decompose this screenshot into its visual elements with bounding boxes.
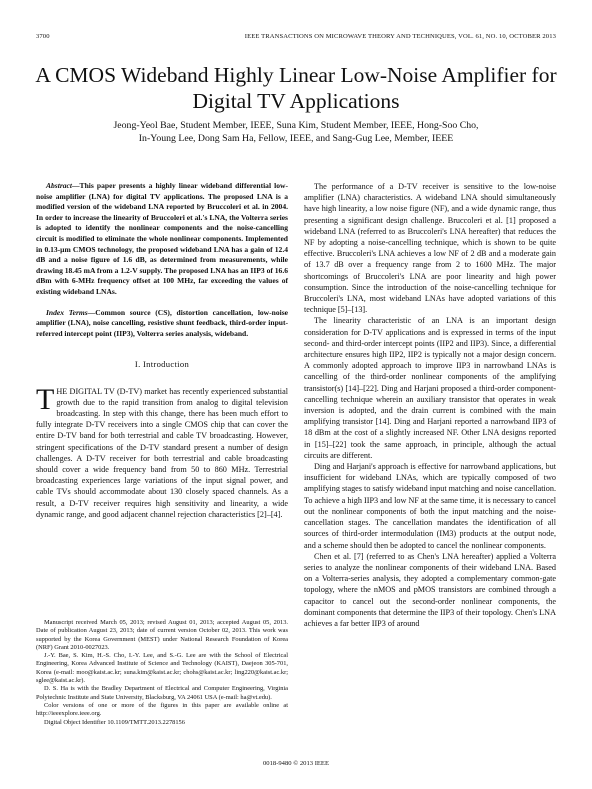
body-paragraph-4: Chen et al. [7] (referred to as Chen's LNA hereafter) applied a Volterra series to analyze the nonlinear components of their wideband LNA. Based on a Volterra-series analysis, they adopted a complementary common-gate topology, where the nMOS and pMOS transistors are combined through a capacitor to cancel out the second-order nonlinear components, the dominant components that determine the IIP3 of their topology. Chen's LNA achieves a far better IIP3 of around <box>304 551 556 628</box>
index-terms-label: Index Terms <box>46 307 88 317</box>
drop-cap: T <box>36 382 55 416</box>
author-line-1: Jeong-Yeol Bae, Student Member, IEEE, Suna Kim, Student Member, IEEE, Hong-Soo Cho, <box>113 120 479 131</box>
footnote-color-note: Color versions of one or more of the figures in this paper are available online at http://ieeexplore.ieee.org. <box>36 701 288 718</box>
abstract-text: This paper presents a highly linear wideband differential low-noise amplifier (LNA) for digital TV applications. The proposed LNA is a modified version of the wideband LNA reported by Bruccoleri et al. in 2004. In order to increase the linearity of Bruccoleri et al.'s LNA, the Volterra series is adopted to identify the nonlinear components and the noise-cancelling circuit is modified to eliminate the whole nonlinear components. Implemented in 0.13-μm CMOS technology, the proposed wideband LNA has a gain of 12.4 dB and a noise figure of 1.6 dB, as determined from measurements, while drawing 18.45 mA from a 1.2-V supply. The proposed LNA has an IIP3 of 16.6 dBm with 6-MHz frequency offset at 100 MHz, far exceeding the values of existing wideband LNAs. <box>36 181 288 296</box>
page-number: 3700 <box>36 33 50 40</box>
footnote <box>36 616 288 727</box>
footnote-manuscript: Manuscript received March 05, 2013; revised August 01, 2013; accepted August 05, 2013. Date of publication August 23, 2013; date of current version October 02, 2013. This work was supported by the Korea Government (MEST) under National Research Foundation of Korea (NRF) Grant 2010-0027023. <box>36 619 288 651</box>
footnote-affiliation-1: J.-Y. Bae, S. Kim, H.-S. Cho, I.-Y. Lee, and S.-G. Lee are with the School of Electrical Engineering, Korea Advanced Institute of Science and Technology (KAIST), Daejeon 305-701, Korea (e-mail: moo@kaist.ac.kr; suna.kim@kaist.ac.kr; chohs@kaist.ac.kr; ling220@kaist.ac.kr; sglee@kaist.ac.kr). <box>36 652 288 685</box>
abstract: Abstract—This paper presents a highly linear wideband differential low-noise amplifier (LNA) for digital TV applications. The proposed LNA is a modified version of the wideband LNA reported by Bruccoleri et al. in 2004. In order to increase the linearity of Bruccoleri et al.'s LNA, the Volterra series is adopted to identify the nonlinear components and the noise-cancelling circuit is modified to eliminate the whole nonlinear components. Implemented in 0.13-μm CMOS technology, the proposed wideband LNA has a gain of 12.4 dB and a noise figure of 1.6 dB, as determined from measurements, while drawing 18.45 mA from a 1.2-V supply. The proposed LNA has an IIP3 of 16.6 dBm with 6-MHz frequency offset at 100 MHz, far exceeding the values of existing wideband LNAs. <box>36 181 288 296</box>
index-terms: Index Terms—Common source (CS), distortion cancellation, low-noise amplifier (LNA), noise cancelling, resistive shunt feedback, third-order input-referred intercept point (IIP3), Volterra series analysis, wideband. <box>36 307 289 338</box>
paper-title: A CMOS Wideband Highly Linear Low-Noise Amplifier for Digital TV Applications <box>35 63 557 113</box>
footnote-doi: Digital Object Identifier 10.1109/TMTT.2013.2278156 <box>44 718 185 726</box>
author-line-2: In-Young Lee, Dong Sam Ha, Fellow, IEEE, and Sang-Gug Lee, Member, IEEE <box>138 133 454 144</box>
footnote-affiliation-2: D. S. Ha is with the Bradley Department of Electrical and Computer Engineering, Virginia Polytechnic Institute and State University, Blacksburg, VA 24061 USA (e-mail: ha@vt.edu). <box>36 685 288 701</box>
body-paragraph-1: The performance of a D-TV receiver is sensitive to the low-noise amplifier (LNA) characteristics. A wideband LNA should simultaneously have high linearity, a low noise figure (NF), and a wide dynamic range, thus presenting a significant design challenge. Bruccoleri et al. [1] proposed a wideband LNA (referred to as Bruccoleri's LNA hereafter) that reduces the NF by adopting a noise-cancelling technique, which is shown to be quite effective. Bruccoleri's LNA achieves a low NF of 2 dB and a moderate gain of 13.7 dB over a frequency range from 2 to 1600 MHz. The major shortcomings of Bruccoleri's LNA are poor linearity and high power consumption. Since the introduction of the noise-cancelling technique for Bruccoleri's LNA, most wideband LNAs have adopted variations of this technique [5]–[13]. <box>304 182 556 315</box>
section-heading: I. Introduction <box>134 359 190 370</box>
intro-paragraph <box>36 382 288 520</box>
journal-name: IEEE TRANSACTIONS ON MICROWAVE THEORY AND TECHNIQUES, VOL. 61, NO. 10, OCTOBER 2013 <box>244 33 556 40</box>
index-terms-text: Common source (CS), distortion cancellation, low-noise amplifier (LNA), noise cancelling, resistive shunt feedback, third-order input-referred intercept point (IIP3), Volterra series analysis, wideband. <box>36 307 289 338</box>
body-paragraph-2: The linearity characteristic of an LNA is an important design consideration for D-TV applications and is expressed in terms of the input second- and third-order intercept points (IIP2 and IIP3). Since, a differential architecture ensures high IIP2, IIP2 is typically not a major design concern. A commonly adopted approach to improve IIP3 in narrowband LNAs is cancelling of the third-order nonlinear components of the amplifying transistor(s) [14]–[22]. Ding and Harjani proposed a third-order component-cancelling technique wherein an auxiliary transistor that operates in weak inversion is adopted, and the drain current is combined with the main amplifying transistor [14]. Ding and Harjani reported a narrowband IIP3 of 18 dBm at the cost of a slightly increased NF. Other LNA designs reported in [15]–[22] took the same approach, in principle, although the actual circuits are different. <box>304 316 556 460</box>
right-column <box>304 181 556 629</box>
running-header <box>36 33 556 45</box>
abstract-label: Abstract <box>46 181 72 190</box>
left-column <box>36 181 288 520</box>
intro-text: HE DIGITAL TV (D-TV) market has recently experienced substantial growth due to the rapid transition from analog to digital television broadcasting. In step with this change, there has been much effort to fully integrate D-TV receivers into a single CMOS chip that can cover the entire D-TV band for both terrestrial and cable TV broadcasting. However, stringent specifications of the D-TV standard present a number of design challenges. A D-TV receiver for both terrestrial and cable broadcasting should cover a wide frequency band from 50 to 860 MHz. Terrestrial broadcasting experiences large variations of the input signal power, and cable TVs should accommodate about 130 closely spaced channels. As a result, a D-TV receiver requires high sensitivity and linearity, a wide dynamic range, and good adjacent channel rejection characteristics [2]–[4]. <box>36 386 288 519</box>
copyright-line: 0018-9480 © 2013 IEEE <box>263 760 329 767</box>
author-list <box>40 119 552 145</box>
body-paragraph-3: Ding and Harjani's approach is effective for narrowband applications, but insufficient for wideband LNAs, which are typically composed of two amplifying stages to satisfy wideband input matching and noise cancellation. To achieve a high IIP3 and low NF at the same time, it is necessary to cancel out the nonlinear components of both the input matching and the noise-cancellation stages. The cancellation mandates the identification of all sources of third-order intermodulation (IM3) products at the output node, and a scheme should then be adopted to cancel the nonlinear components. <box>304 462 556 550</box>
